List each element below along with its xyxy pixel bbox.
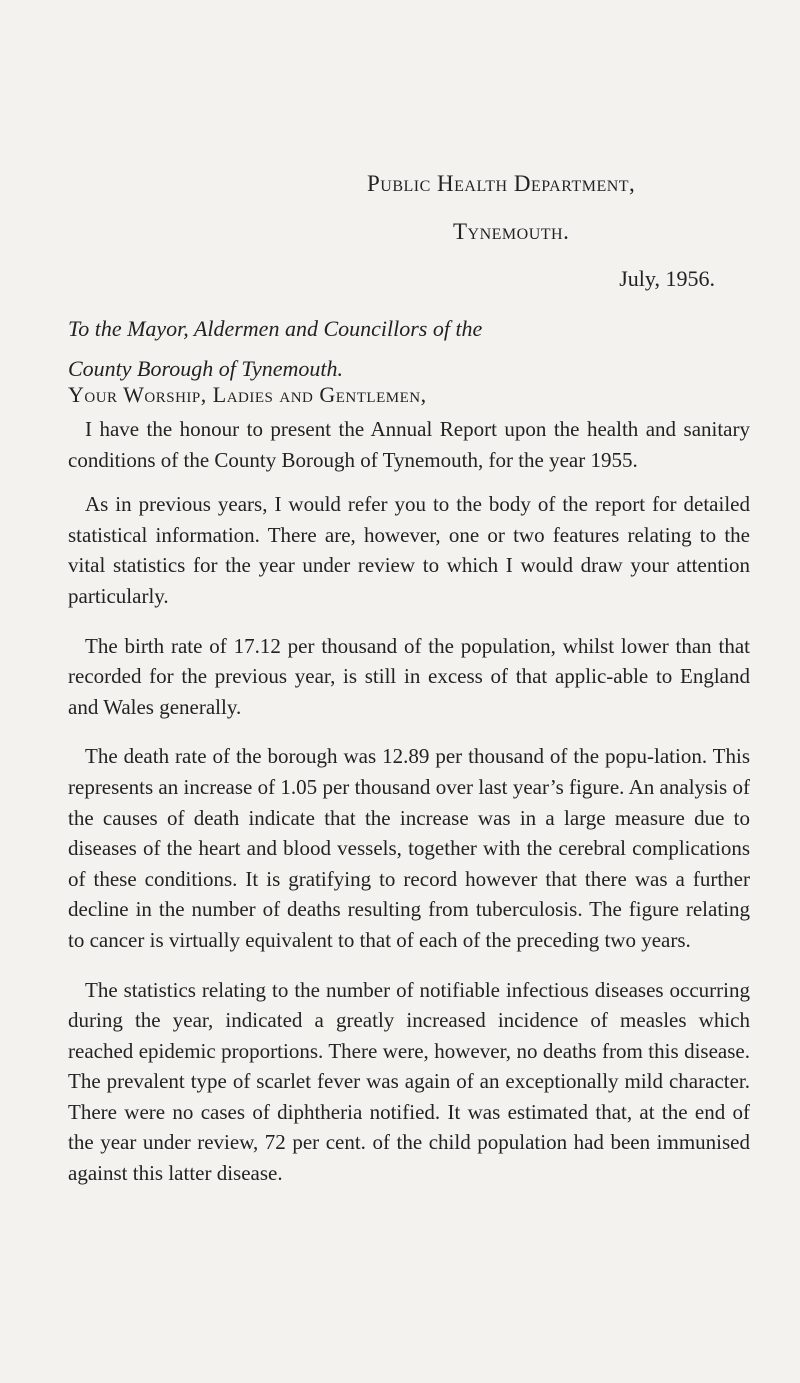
salutation: Your Worship, Ladies and Gentlemen,	[68, 382, 427, 407]
addressee-line-2: County Borough of Tynemouth.	[68, 356, 343, 381]
addressee-line-1: To the Mayor, Aldermen and Councillors of the	[68, 316, 483, 341]
paragraph-statistics-reference: As in previous years, I would refer you to the body of the report for detailed statistical information. There are, however, one or two features relating to the vital statistics for the year under review to which I would draw your attention particularly.	[68, 492, 750, 608]
department-heading: Public Health Department,	[367, 171, 636, 196]
town-heading: Tynemouth.	[453, 219, 570, 244]
paragraph-infectious-diseases: The statistics relating to the number of notifiable infectious diseases occurring during the year, indicated a greatly increased incidence of measles which reached epidemic proportions. There were, however, no deaths from this disease. The prevalent type of scarlet fever was again of an exceptionally mild character. There were no cases of diphtheria notified. It was estimated that, at the end of the year under review, 72 per cent. of the child population had been immunised against this latter disease.	[68, 977, 750, 1186]
letter-body	[68, 414, 750, 1208]
paragraph-birth-rate: The birth rate of 17.12 per thousand of the population, whilst lower than that recorded for the previous year, is still in excess of that applic-able to England and Wales generally.	[68, 633, 750, 719]
letter-date: July, 1956.	[619, 266, 715, 291]
paragraph-death-rate: The death rate of the borough was 12.89 per thousand of the popu-lation. This represents an increase of 1.05 per thousand over last year’s figure. An analysis of the causes of death indicate that the increase was in a large measure due to diseases of the heart and blood vessels, together with the cerebral complications of these conditions. It is gratifying to record however that there was a further decline in the number of deaths resulting from tuberculosis. The figure relating to cancer is virtually equivalent to that of each of the preceding two years.	[68, 744, 750, 952]
paragraph-intro: I have the honour to present the Annual Report upon the health and sanitary conditions of the County Borough of Tynemouth, for the year 1955.	[68, 417, 750, 472]
